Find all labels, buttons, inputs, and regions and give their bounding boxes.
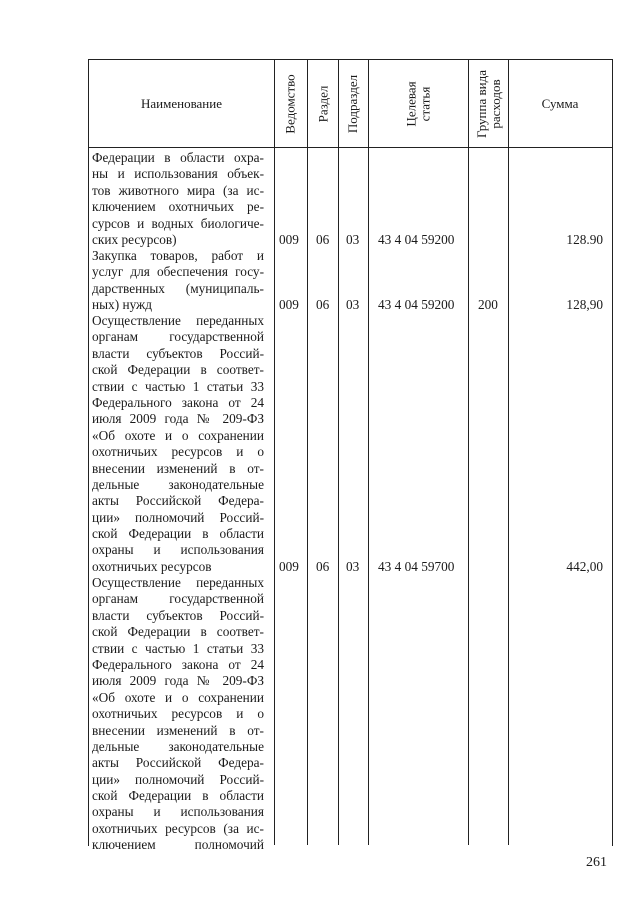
text-line: охраны и использования [92,542,264,558]
text-line: Осуществление переданных [92,313,264,328]
text-line: ции» полномочий Россий- [92,771,264,787]
text-line: тов животного мира (за ис- [92,182,264,198]
header-razdel-cell [308,60,338,147]
text-line: июля 2009 года № 209-ФЗ [92,411,264,427]
text-line: ных) нужд [92,297,152,313]
header-gruppa-line2: расходов [487,78,503,129]
header-podrazdel-cell [339,60,368,147]
column-divider [307,59,308,845]
row-2-podrazdel: 03 [346,297,360,312]
header-celevaya-cell [369,60,468,147]
row-1-celevaya: 43 4 04 59200 [378,232,455,247]
text-line: ской Федерации в соответ- [92,362,264,378]
row-3-vedomstvo: 009 [279,559,299,574]
row-2-name [92,248,264,314]
text-line: сурсов и водных биологиче- [92,215,264,231]
text-line: ской Федерации в области [92,526,264,542]
header-celevaya [404,81,432,126]
row-2-razdel: 06 [316,297,330,312]
header-vedomstvo: Ведомство [283,73,298,134]
header-razdel: Раздел [315,85,330,122]
row-1-razdel: 06 [316,232,330,247]
text-line: дельные законодательные [92,476,264,492]
row-1-summa: 128.90 [566,232,603,247]
text-line: ции» полномочий Россий- [92,509,264,525]
text-line: внесении изменений в от- [92,460,264,476]
text-line: охотничьих ресурсов и о [92,706,264,722]
text-line: Закупка товаров, работ и [92,248,264,263]
text-line: ских ресурсов) [92,231,177,247]
text-line: Федерального закона от 24 [92,394,264,410]
text-line: ской Федерации в области [92,788,264,804]
text-line: Федерации в области охра- [92,150,264,165]
row-3-razdel: 06 [316,559,330,574]
text-line: ствии с частью 1 статьи 33 [92,640,264,656]
column-divider [274,59,275,845]
text-line: «Об охоте и о сохранении [92,427,264,443]
text-line: органам государственной [92,591,264,607]
header-gruppa-cell [469,60,508,147]
header-name: Наименование [141,96,222,111]
text-line: ны и использования объек- [92,166,264,182]
text-line: ской Федерации в соответ- [92,624,264,640]
text-line: услуг для обеспечения госу- [92,264,264,280]
text-line: акты Российской Федера- [92,755,264,771]
text-line: охраны и использования [92,804,264,820]
row-3-name [92,313,264,575]
row-4-name [92,575,264,854]
text-line: дельные законодательные [92,738,264,754]
text-line: Федерального закона от 24 [92,656,264,672]
column-divider [508,59,509,845]
text-line: охотничьих ресурсов (за ис- [92,820,264,836]
text-line: ключением охотничьих ре- [92,199,264,215]
header-gruppa [475,70,503,138]
text-line: охотничьих ресурсов [92,558,212,574]
header-vedomstvo-cell [275,60,307,147]
text-line: ствии с частью 1 статьи 33 [92,378,264,394]
row-2-summa: 128,90 [566,297,603,312]
text-line: внесении изменений в от- [92,722,264,738]
row-2-celevaya: 43 4 04 59200 [378,297,455,312]
row-2-gruppa: 200 [478,297,498,312]
text-line: власти субъектов Россий- [92,345,264,361]
header-divider [88,147,612,148]
text-line: июля 2009 года № 209-ФЗ [92,673,264,689]
header-celevaya-line2: статья [417,86,433,121]
row-3-podrazdel: 03 [346,559,360,574]
header-gruppa-line1: Группа вида [473,69,489,138]
text-line: ключением полномочий [92,837,264,853]
header-celevaya-line1: Целевая [403,80,419,127]
text-line: охотничьих ресурсов и о [92,444,264,460]
page-number: 261 [586,855,607,870]
column-divider [468,59,469,845]
row-1-name [92,150,264,248]
text-line: «Об охоте и о сохранении [92,689,264,705]
column-divider [338,59,339,845]
text-line: дарственных (муниципаль- [92,280,264,296]
header-summa: Сумма [541,96,579,111]
row-3-celevaya: 43 4 04 59700 [378,559,455,574]
column-divider [368,59,369,845]
text-line: акты Российской Федера- [92,493,264,509]
row-3-summa: 442,00 [566,559,603,574]
row-2-vedomstvo: 009 [279,297,299,312]
text-line: органам государственной [92,329,264,345]
text-line: власти субъектов Россий- [92,607,264,623]
row-1-vedomstvo: 009 [279,232,299,247]
row-1-podrazdel: 03 [346,232,360,247]
text-line: Осуществление переданных [92,575,264,590]
header-podrazdel: Подраздел [345,74,361,133]
